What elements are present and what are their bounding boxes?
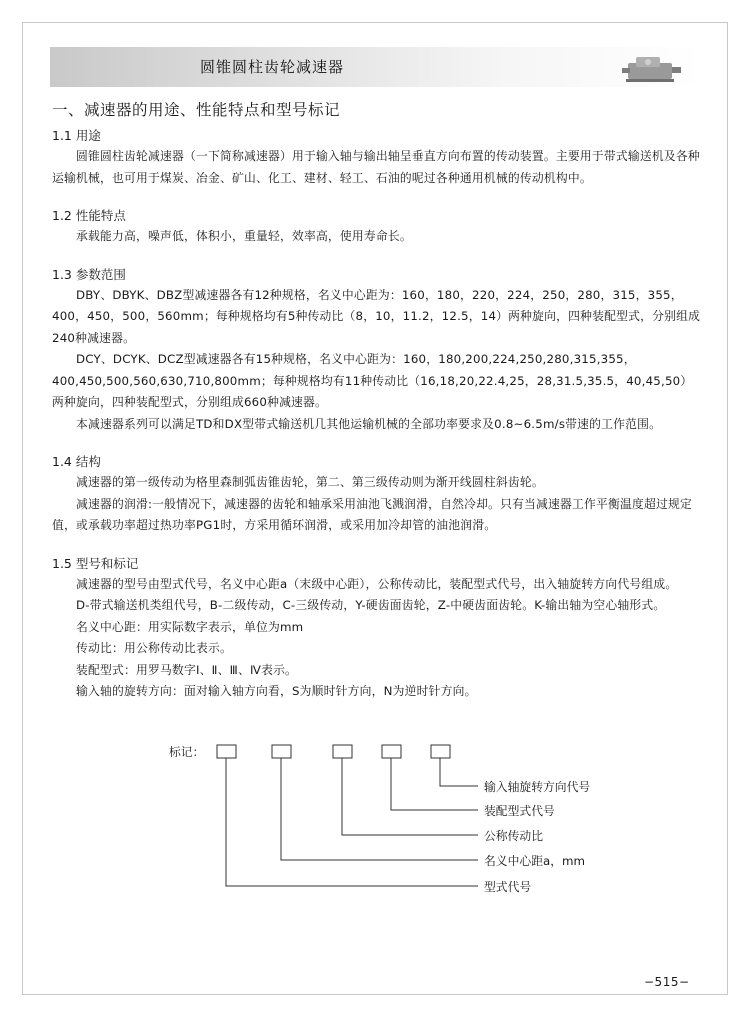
- paragraph: 装配型式：用罗马数字Ⅰ、Ⅱ、Ⅲ、Ⅳ表示。: [76, 662, 298, 677]
- main-content: [52, 98, 702, 703]
- marking-item-type: 型式代号: [484, 880, 532, 894]
- paragraph: D-带式输送机类组代号，B-二级传动，C-三级传动，Y-硬齿面齿轮，Z-中硬齿面齿轮。K-输出轴为空心轴形式。: [76, 598, 666, 612]
- paragraph: 输入轴的旋转方向：面对输入轴方向看，S为顺时针方向，N为逆时针方向。: [76, 684, 477, 698]
- paragraph: 圆锥圆柱齿轮减速器（一下简称减速器）用于输入轴与输出轴呈垂直方向布置的传动装置。主要用于带式输送机及各种运输机械，也可用于煤炭、冶金、矿山、化工、建材、轻工、石油的呢过各种通用机械的传动机构中。: [52, 149, 700, 185]
- heading-1-3: 1.3 参数范围: [52, 266, 126, 282]
- heading-1-2: 1.2 性能特点: [52, 208, 126, 223]
- paragraph: 名义中心距：用实际数字表示，单位为mm: [76, 619, 304, 634]
- gear-reducer-image: [622, 53, 682, 83]
- section-heading: 一、减速器的用途、性能特点和型号标记: [52, 101, 341, 119]
- paragraph: DCY、DCYK、DCZ型减速器各有15种规格，名义中心距为：160，180,200,224,250,280,315,355，400,450,500,560,630,710,800mm；每种规格均有11种传动比（16,18,20,22.4,25，28,31.5,35.5，40,45,50）两种旋向，四种装配型式，分别组成660种减速器。: [52, 352, 693, 409]
- paragraph: 减速器的第一级传动为格里森制弧齿锥齿轮，第二、第三级传动则为渐开线圆柱斜齿轮。: [76, 475, 544, 489]
- marking-item-assembly: 装配型式代号: [484, 804, 555, 818]
- page-number: −515−: [644, 975, 690, 989]
- paragraph: 承载能力高，噪声低，体积小，重量轻，效率高，使用寿命长。: [76, 229, 412, 243]
- paragraph: DBY、DBYK、DBZ型减速器各有12种规格，名义中心距为：160，180，220，224，250，280，315，355，400，450，500，560mm；每种规格均有5种传动比（8，10，11.2，12.5，14）两种旋向，四种装配型式，分别组成240种减速器。: [52, 287, 701, 345]
- marking-label: 标记：: [169, 745, 205, 759]
- paragraph: 传动比：用公称传动比表示。: [76, 641, 232, 655]
- heading-1-1: 1.1 用途: [52, 128, 101, 143]
- header-banner: [50, 47, 702, 87]
- paragraph: 减速器的润滑:一般情况下，减速器的齿轮和轴承采用油池飞溅润滑，自然冷却。只有当减速器工作平衡温度超过规定值，或承载功率超过热功率PG1时，方采用循环润滑，或采用加冷却管的油池润滑。: [52, 496, 693, 532]
- page-title: 圆锥圆柱齿轮减速器: [200, 58, 345, 76]
- paragraph: 减速器的型号由型式代号，名义中心距a（末级中心距），公称传动比，装配型式代号，出入轴旋转方向代号组成。: [76, 576, 678, 591]
- marking-item-rotation: 输入轴旋转方向代号: [484, 780, 591, 794]
- heading-1-4: 1.4 结构: [52, 454, 101, 469]
- heading-1-5: 1.5 型号和标记: [52, 555, 139, 571]
- marking-item-center-distance: 名义中心距a，mm: [484, 854, 585, 868]
- marking-item-ratio: 公称传动比: [484, 829, 543, 843]
- paragraph: 本减速器系列可以满足TD和DX型带式输送机几其他运输机械的全部功率要求及0.8~6.5m/s带速的工作范围。: [76, 416, 662, 431]
